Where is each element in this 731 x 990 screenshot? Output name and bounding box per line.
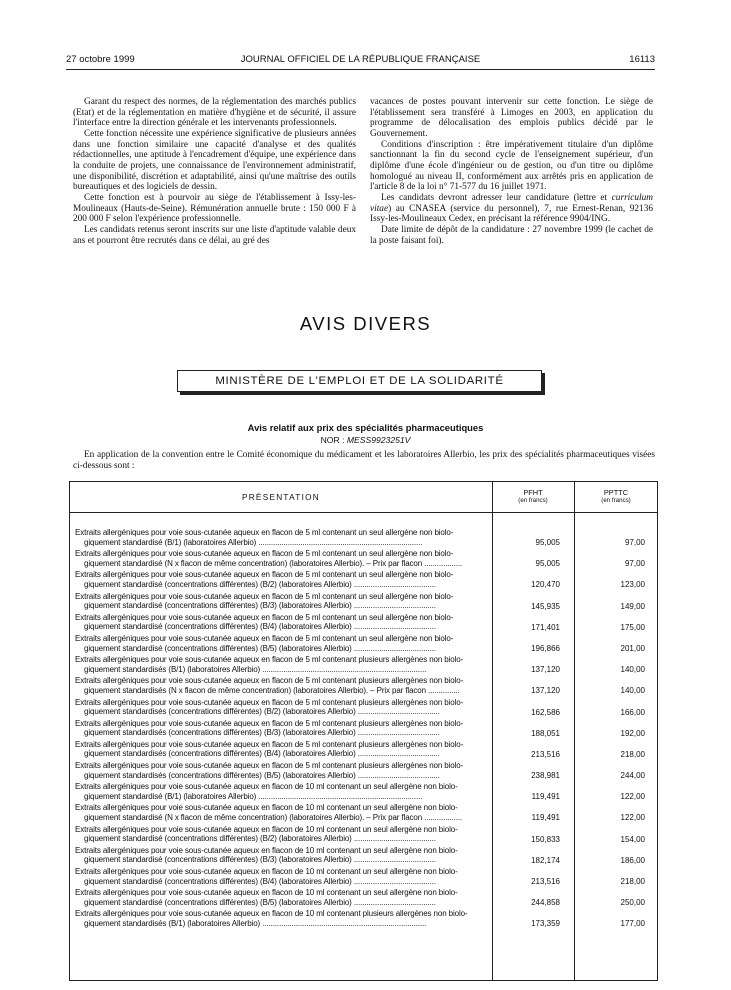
row-presentation — [75, 782, 485, 801]
paragraph: Date limite de dépôt de la candidature : 27 novembre 1999 (le cachet de la poste faisant foi). — [370, 224, 653, 246]
italic-text: curriculum vitae — [370, 192, 653, 214]
paragraph: Conditions d'inscription : être impérativement titulaire d'un diplôme sanctionnant la fin du second cycle de l'enseignement supérieur, d'un diplôme d'une école d'ingénieur ou de gestion, ou d'un titre ou diplôme homologué au niveau II, conformément aux arrêtés pris en application de l'article 8 de la loi n° 71-577 du 16 juillet 1971. — [370, 139, 653, 193]
presentation-line: giquement standardisé (N x flacon de même concentration) (laboratoires Allerbio). – Prix par flacon .................. — [84, 558, 463, 568]
pfht-value: 213,516 — [531, 877, 560, 886]
pfht-value: 173,359 — [531, 919, 560, 929]
table-row — [70, 697, 657, 718]
presentation-line: Extraits allergéniques pour voie sous-cutanée aqueux en flacon de 10 ml contenant un seul allergène non biolo- — [75, 888, 458, 898]
table-row — [70, 802, 657, 823]
paragraph: Cette fonction est à pourvoir au siège de l'établissement à Issy-les-Moulineaux (Hauts-de-Seine). Rémunération annuelle brute : 150 000 F à 200 000 F selon l'expérience professionnelle. — [73, 192, 356, 225]
row-presentation — [75, 909, 485, 928]
intro-paragraph: En application de la convention entre le Comité économique du médicament et les laboratoires Allerbio, les prix des spécialités pharmaceutiques visées ci-dessous sont : — [73, 450, 655, 471]
ppttc-value: 123,00 — [620, 580, 645, 590]
presentation-line: giquement standardisés (concentrations différentes) (B/4) (laboratoires Allerbio) ....................................... — [84, 749, 440, 759]
pfht-value: 150,833 — [531, 834, 560, 844]
ppttc-value: 192,00 — [620, 728, 645, 738]
pfht-value: 137,120 — [531, 665, 560, 675]
table-row — [70, 527, 657, 548]
presentation-line: giquement standardisés (concentrations différentes) (B/5) (laboratoires Allerbio) ....................................... — [84, 770, 440, 780]
ppttc-value: 122,00 — [620, 792, 645, 802]
ppttc-value: 244,00 — [620, 771, 645, 781]
row-presentation — [75, 528, 485, 547]
row-presentation — [75, 592, 485, 611]
table-row — [70, 908, 657, 929]
presentation-line: Extraits allergéniques pour voie sous-cutanée aqueux en flacon de 10 ml contenant un seul allergène non biolo- — [75, 824, 458, 834]
pfht-value: 162,586 — [531, 707, 560, 717]
ppttc-value: 149,00 — [620, 601, 645, 611]
issue-date: 27 octobre 1999 — [66, 54, 135, 65]
row-presentation — [75, 698, 485, 717]
column-header-presentation: PRÉSENTATION — [241, 492, 321, 502]
row-presentation — [75, 719, 485, 738]
pfht-value: 119,491 — [531, 792, 560, 802]
right-column — [370, 97, 653, 246]
presentation-line: Extraits allergéniques pour voie sous-cutanée aqueux en flacon de 5 ml contenant plusieurs allergènes non biolo- — [75, 739, 464, 749]
notice-title: Avis relatif aux prix des spécialités pharmaceutiques — [247, 422, 484, 433]
price-table — [69, 481, 658, 981]
presentation-line: Extraits allergéniques pour voie sous-cutanée aqueux en flacon de 5 ml contenant un seul allergène non biolo- — [75, 549, 454, 559]
row-presentation — [75, 740, 485, 759]
table-row — [70, 612, 657, 633]
ppttc-value: 186,00 — [620, 855, 645, 865]
row-presentation — [75, 613, 485, 632]
pfht-value: 171,401 — [531, 622, 560, 632]
ppttc-value: 97,00 — [624, 538, 645, 547]
presentation-line: giquement standardisé (concentrations différentes) (B/5) (laboratoires Allerbio) ....................................... — [84, 643, 436, 653]
ppttc-unit: (en francs) — [601, 497, 631, 504]
ppttc-value: 201,00 — [620, 643, 645, 653]
paragraph-text: ) au CNASEA (service du personnel), 7, rue Ernest-Renan, 92136 Issy-les-Moulineaux Cedex, en précisant la référence 9904/ING. — [370, 203, 653, 225]
table-row — [70, 760, 657, 781]
table-row — [70, 654, 657, 675]
presentation-line: giquement standardisés (concentrations différentes) (B/2) (laboratoires Allerbio) ....................................... — [84, 707, 440, 717]
nor-label: NOR : — [320, 435, 347, 445]
running-head — [66, 54, 655, 68]
table-row — [70, 739, 657, 760]
row-presentation — [75, 676, 485, 695]
ppttc-value: 218,00 — [620, 749, 645, 759]
paragraph: Garant du respect des normes, de la réglementation des marchés publics (Etat) et de la réglementation en matière d'hygiène et de sécurité, il assure l'interface entre la direction générale et les intervenants professionnels. — [73, 97, 356, 129]
presentation-line: giquement standardisé (N x flacon de même concentration) (laboratoires Allerbio). – Prix par flacon .................. — [84, 813, 463, 823]
pfht-value: 182,174 — [531, 855, 560, 865]
presentation-line: Extraits allergéniques pour voie sous-cutanée aqueux en flacon de 5 ml contenant un seul allergène non biolo- — [75, 570, 454, 580]
pfht-value: 95,005 — [535, 559, 560, 569]
nor-code: MESS9923251V — [346, 435, 411, 445]
presentation-line: giquement standardisé (concentrations différentes) (B/2) (laboratoires Allerbio) ....................................... — [84, 579, 436, 589]
ppttc-label: PPTTC — [603, 487, 629, 497]
column-header-pfht — [492, 482, 574, 512]
presentation-line: Extraits allergéniques pour voie sous-cutanée aqueux en flacon de 5 ml contenant plusieurs allergènes non biolo- — [75, 676, 464, 686]
pfht-value: 188,051 — [531, 728, 560, 738]
pfht-value: 120,470 — [531, 580, 560, 590]
row-presentation — [75, 867, 485, 886]
row-presentation — [75, 634, 485, 653]
presentation-line: Extraits allergéniques pour voie sous-cutanée aqueux en flacon de 10 ml contenant un seul allergène non biolo- — [75, 803, 458, 813]
pfht-value: 95,005 — [535, 538, 560, 547]
presentation-line: Extraits allergéniques pour voie sous-cutanée aqueux en flacon de 5 ml contenant plusieurs allergènes non biolo- — [75, 697, 464, 707]
paragraph: vacances de postes pouvant intervenir sur cette fonction. Le siège de l'établissement sera transféré à Limoges en 2003, en application du programme de délocalisation des emplois publics décidé par le Gouvernement. — [370, 97, 653, 139]
row-presentation — [75, 570, 485, 589]
row-presentation — [75, 846, 485, 865]
presentation-line: giquement standardisés (N x flacon de même concentration) (laboratoires Allerbio). – Prix par flacon ............... — [84, 685, 460, 695]
table-row — [70, 845, 657, 866]
pfht-value: 244,858 — [531, 898, 560, 908]
row-presentation — [75, 888, 485, 907]
pfht-value: 137,120 — [531, 686, 560, 696]
left-column — [73, 97, 356, 246]
presentation-line: giquement standardisé (concentrations différentes) (B/3) (laboratoires Allerbio) ....................................... — [84, 601, 436, 611]
row-presentation — [75, 655, 485, 674]
presentation-line: Extraits allergéniques pour voie sous-cutanée aqueux en flacon de 5 ml contenant un seul allergène non biolo- — [75, 633, 454, 643]
ppttc-value: 140,00 — [620, 686, 645, 696]
paragraph: Cette fonction nécessite une expérience significative de plusieurs années dans une fonction similaire une capacité d'analyse et des qualités rédactionnelles, une aptitude à l'encadrement d'équipe, une expérience dans la conduite de projets, une connaissance de l'environnement administratif, une disponibilité, discrétion et adaptabilité, ainsi qu'une maîtrise des outils bureautiques et des logiciels de dessin. — [73, 128, 356, 193]
row-presentation — [75, 761, 485, 780]
pfht-label: PFHT — [523, 487, 543, 497]
presentation-line: Extraits allergéniques pour voie sous-cutanée aqueux en flacon de 5 ml contenant un seul allergène non biolo- — [75, 612, 454, 622]
pfht-value: 145,935 — [531, 601, 560, 611]
table-row — [70, 887, 657, 908]
row-presentation — [75, 549, 485, 568]
paragraph: Les candidats retenus seront inscrits sur une liste d'aptitude valable deux ans et pourront être recrutés dans ce délai, au gré des — [73, 224, 356, 246]
presentation-line: Extraits allergéniques pour voie sous-cutanée aqueux en flacon de 10 ml contenant un seul allergène non biolo- — [75, 782, 458, 792]
table-row — [70, 548, 657, 569]
presentation-line: Extraits allergéniques pour voie sous-cutanée aqueux en flacon de 5 ml contenant plusieurs allergènes non biolo- — [75, 761, 464, 771]
ppttc-value: 218,00 — [620, 877, 645, 886]
journal-title: JOURNAL OFFICIEL DE LA RÉPUBLIQUE FRANÇAISE — [240, 54, 481, 65]
table-row — [70, 718, 657, 739]
pfht-value: 238,981 — [531, 771, 560, 781]
presentation-line: giquement standardisé (concentrations différentes) (B/2) (laboratoires Allerbio) ....................................... — [84, 834, 436, 844]
presentation-line: Extraits allergéniques pour voie sous-cutanée aqueux en flacon de 5 ml contenant un seul allergène non biolo- — [75, 591, 454, 601]
presentation-line: giquement standardisés (B/1) (laboratoires Allerbio) .............................................................................. — [84, 664, 427, 674]
table-body — [70, 527, 657, 930]
presentation-line: giquement standardisé (B/1) (laboratoires Allerbio) .............................................................................. — [84, 537, 423, 547]
ppttc-value: 250,00 — [620, 898, 645, 908]
ppttc-value: 154,00 — [620, 834, 645, 844]
pfht-value: 213,516 — [531, 749, 560, 759]
presentation-line: giquement standardisé (B/1) (laboratoires Allerbio) .............................................................................. — [84, 791, 423, 801]
ppttc-value: 175,00 — [620, 622, 645, 632]
pfht-unit: (en francs) — [518, 497, 548, 504]
ppttc-value: 177,00 — [620, 919, 645, 929]
ppttc-value: 166,00 — [620, 707, 645, 717]
presentation-line: Extraits allergéniques pour voie sous-cutanée aqueux en flacon de 10 ml contenant plusieurs allergènes non biolo- — [75, 909, 468, 919]
ppttc-value: 122,00 — [620, 813, 645, 823]
table-row — [70, 781, 657, 802]
header-divider — [70, 512, 657, 513]
paragraph-text: Les candidats devront adresser leur candidature (lettre et — [381, 192, 612, 203]
presentation-line: giquement standardisé (concentrations différentes) (B/3) (laboratoires Allerbio) ....................................... — [84, 855, 436, 865]
presentation-line: giquement standardisé (concentrations différentes) (B/4) (laboratoires Allerbio) ....................................... — [84, 622, 436, 632]
row-presentation — [75, 825, 485, 844]
presentation-line: Extraits allergéniques pour voie sous-cutanée aqueux en flacon de 10 ml contenant un seul allergène non biolo- — [75, 845, 458, 855]
presentation-line: giquement standardisés (B/1) (laboratoires Allerbio) .............................................................................. — [84, 918, 427, 928]
table-row — [70, 675, 657, 696]
presentation-line: Extraits allergéniques pour voie sous-cutanée aqueux en flacon de 10 ml contenant un seul allergène non biolo- — [75, 867, 458, 876]
presentation-line: giquement standardisé (concentrations différentes) (B/5) (laboratoires Allerbio) ....................................... — [84, 897, 436, 907]
ppttc-value: 140,00 — [620, 665, 645, 675]
page-number: 16113 — [629, 54, 655, 65]
pfht-value: 119,491 — [531, 813, 560, 823]
pfht-value: 196,866 — [531, 643, 560, 653]
presentation-line: giquement standardisés (concentrations différentes) (B/3) (laboratoires Allerbio) ....................................... — [84, 728, 440, 738]
presentation-line: Extraits allergéniques pour voie sous-cutanée aqueux en flacon de 5 ml contenant un seul allergène non biolo- — [75, 528, 454, 537]
paragraph — [370, 193, 653, 225]
ministry-heading: MINISTÈRE DE L'EMPLOI ET DE LA SOLIDARITÉ — [177, 370, 542, 392]
table-row — [70, 824, 657, 845]
ppttc-value: 97,00 — [624, 559, 645, 569]
nor-reference — [0, 435, 731, 445]
row-presentation — [75, 803, 485, 822]
table-row — [70, 866, 657, 887]
presentation-line: giquement standardisé (concentrations différentes) (B/4) (laboratoires Allerbio) ....................................... — [84, 876, 436, 886]
presentation-line: Extraits allergéniques pour voie sous-cutanée aqueux en flacon de 5 ml contenant plusieurs allergènes non biolo- — [75, 718, 464, 728]
column-header-ppttc — [574, 482, 658, 512]
header-rule — [66, 69, 655, 70]
table-row — [70, 591, 657, 612]
table-row — [70, 569, 657, 590]
section-title: AVIS DIVERS — [299, 313, 432, 334]
presentation-line: Extraits allergéniques pour voie sous-cutanée aqueux en flacon de 5 ml contenant plusieurs allergènes non biolo- — [75, 655, 464, 665]
table-row — [70, 633, 657, 654]
